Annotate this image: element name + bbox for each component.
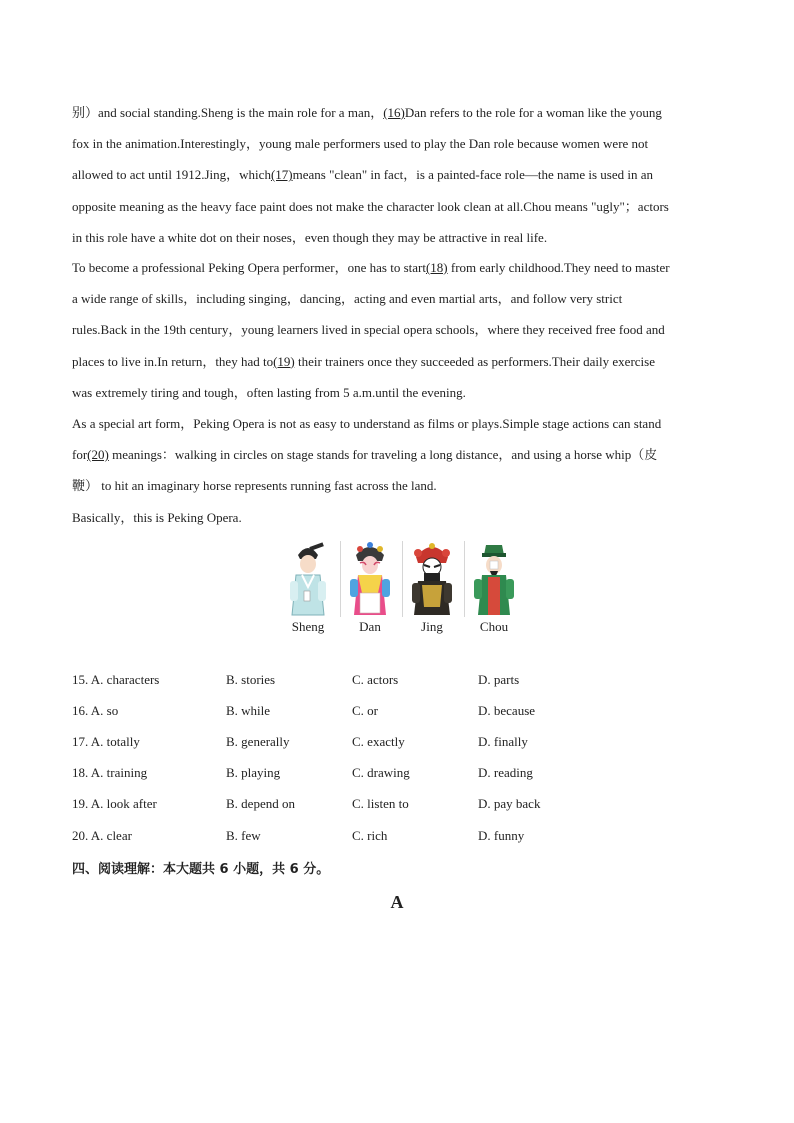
option-c: C. drawing xyxy=(352,765,410,780)
option-a: 15. A. characters xyxy=(72,672,160,687)
text-segment: was extremely tiring and tough，often lasting from 5 a.m.until the evening. xyxy=(72,384,466,400)
text-segment: To become a professional Peking Opera performer，one has to start xyxy=(72,260,426,275)
option-b: B. few xyxy=(226,828,261,843)
text-segment: 别）and social standing.Sheng is the main role for a man， xyxy=(72,105,384,120)
dan-figure xyxy=(342,537,398,637)
question-15-options xyxy=(72,672,672,692)
blank-number: (18) xyxy=(425,260,448,275)
question-20-options xyxy=(72,828,672,848)
caption-chou: Chou xyxy=(479,619,509,634)
option-b: B. depend on xyxy=(226,796,295,811)
option-b: B. generally xyxy=(226,734,290,749)
option-d: D. finally xyxy=(478,734,528,749)
option-d: D. pay back xyxy=(478,796,541,811)
text-segment: in this role have a white dot on their noses，even though they may be attractive in real life. xyxy=(72,229,548,245)
text-segment: rules.Back in the 19th century，young learners lived in special opera schools，where they received free food and xyxy=(72,322,665,338)
option-c: C. listen to xyxy=(352,796,409,811)
text-line xyxy=(72,377,724,408)
text-line xyxy=(72,408,724,439)
text-line xyxy=(72,191,724,222)
blank-number: (20) xyxy=(87,447,109,463)
text-segment: As a special art form，Peking Opera is not as easy to understand as films or plays.Simple stage actions can stand xyxy=(72,416,662,431)
paragraph-roles xyxy=(72,97,724,253)
text-segment: meanings：walking in circles on stage stands for traveling a long distance，and using a horse whip（皮 xyxy=(108,447,658,463)
text-segment: a wide range of skills，including singing，dancing，acting and even martial arts，and follow very strict xyxy=(72,291,623,307)
dan-illustration xyxy=(342,537,398,619)
option-d: D. parts xyxy=(478,672,520,687)
caption-jing: Jing xyxy=(421,619,443,634)
option-c: C. actors xyxy=(352,672,399,687)
text-line xyxy=(72,502,724,533)
text-line xyxy=(72,252,724,283)
caption-sheng: Sheng xyxy=(291,619,325,634)
figure-divider xyxy=(402,541,403,617)
option-a: 17. A. totally xyxy=(72,734,140,749)
paragraph-training xyxy=(72,252,724,408)
sheng-figure xyxy=(280,537,336,637)
option-c: C. rich xyxy=(352,828,388,843)
blank-number: (16) xyxy=(383,105,405,120)
option-a: 19. A. look after xyxy=(72,796,157,811)
text-segment: allowed to act until 1912.Jing，which xyxy=(72,167,271,183)
text-segment: Basically，this is Peking Opera. xyxy=(72,510,242,525)
blank-number: (17) xyxy=(270,167,293,183)
figure-divider xyxy=(464,541,465,617)
text-line xyxy=(72,128,724,159)
caption-dan: Dan xyxy=(359,619,381,634)
section-letter: A xyxy=(390,892,404,912)
option-a: 20. A. clear xyxy=(72,828,132,843)
question-19-options xyxy=(72,796,672,816)
text-segment: opposite meaning as the heavy face paint does not make the character look clean at all.Chou means "ugly"；actors xyxy=(72,198,669,214)
option-d: D. funny xyxy=(478,828,525,843)
option-b: B. while xyxy=(226,703,271,718)
question-16-options xyxy=(72,703,672,723)
option-d: D. reading xyxy=(478,765,533,780)
option-b: B. playing xyxy=(226,765,281,780)
text-segment: 鞭） to hit an imaginary horse represents running fast across the land. xyxy=(72,478,437,494)
text-line xyxy=(72,97,724,128)
paragraph-closing xyxy=(72,502,724,533)
question-17-options xyxy=(72,734,672,754)
text-line xyxy=(72,159,724,190)
text-line xyxy=(72,470,724,501)
text-line xyxy=(72,439,724,470)
text-line xyxy=(72,283,724,314)
text-segment: their trainers once they succeeded as performers.Their daily exercise xyxy=(294,353,655,369)
text-segment: from early childhood.They need to master xyxy=(447,260,670,275)
text-segment: means "clean" in fact，is a painted-face role—the name is used in an xyxy=(292,167,654,183)
text-segment: fox in the animation.Interestingly，young male performers used to play the Dan role because women were not xyxy=(72,136,649,152)
option-c: C. exactly xyxy=(352,734,405,749)
text-segment: places to live in.In return，they had to xyxy=(72,353,274,369)
chou-illustration xyxy=(466,537,522,619)
blank-number: (19) xyxy=(273,353,295,369)
option-a: 18. A. training xyxy=(72,765,148,780)
option-d: D. because xyxy=(478,703,536,718)
jing-illustration xyxy=(404,537,460,619)
option-b: B. stories xyxy=(226,672,276,687)
text-segment: for xyxy=(72,447,88,463)
option-a: 16. A. so xyxy=(72,703,119,718)
opera-roles-figure xyxy=(280,537,520,637)
text-line xyxy=(72,222,724,253)
sheng-illustration xyxy=(280,537,336,619)
question-18-options xyxy=(72,765,672,785)
text-line xyxy=(72,346,724,377)
option-c: C. or xyxy=(352,703,378,718)
jing-figure xyxy=(404,537,460,637)
text-segment: Dan refers to the role for a woman like the young xyxy=(404,105,662,120)
text-line xyxy=(72,314,724,345)
section-heading: 四、阅读理解：本大题共 6 小题，共 6 分。 xyxy=(72,862,330,877)
paragraph-art-form xyxy=(72,408,724,502)
chou-figure xyxy=(466,537,522,637)
figure-divider xyxy=(340,541,341,617)
